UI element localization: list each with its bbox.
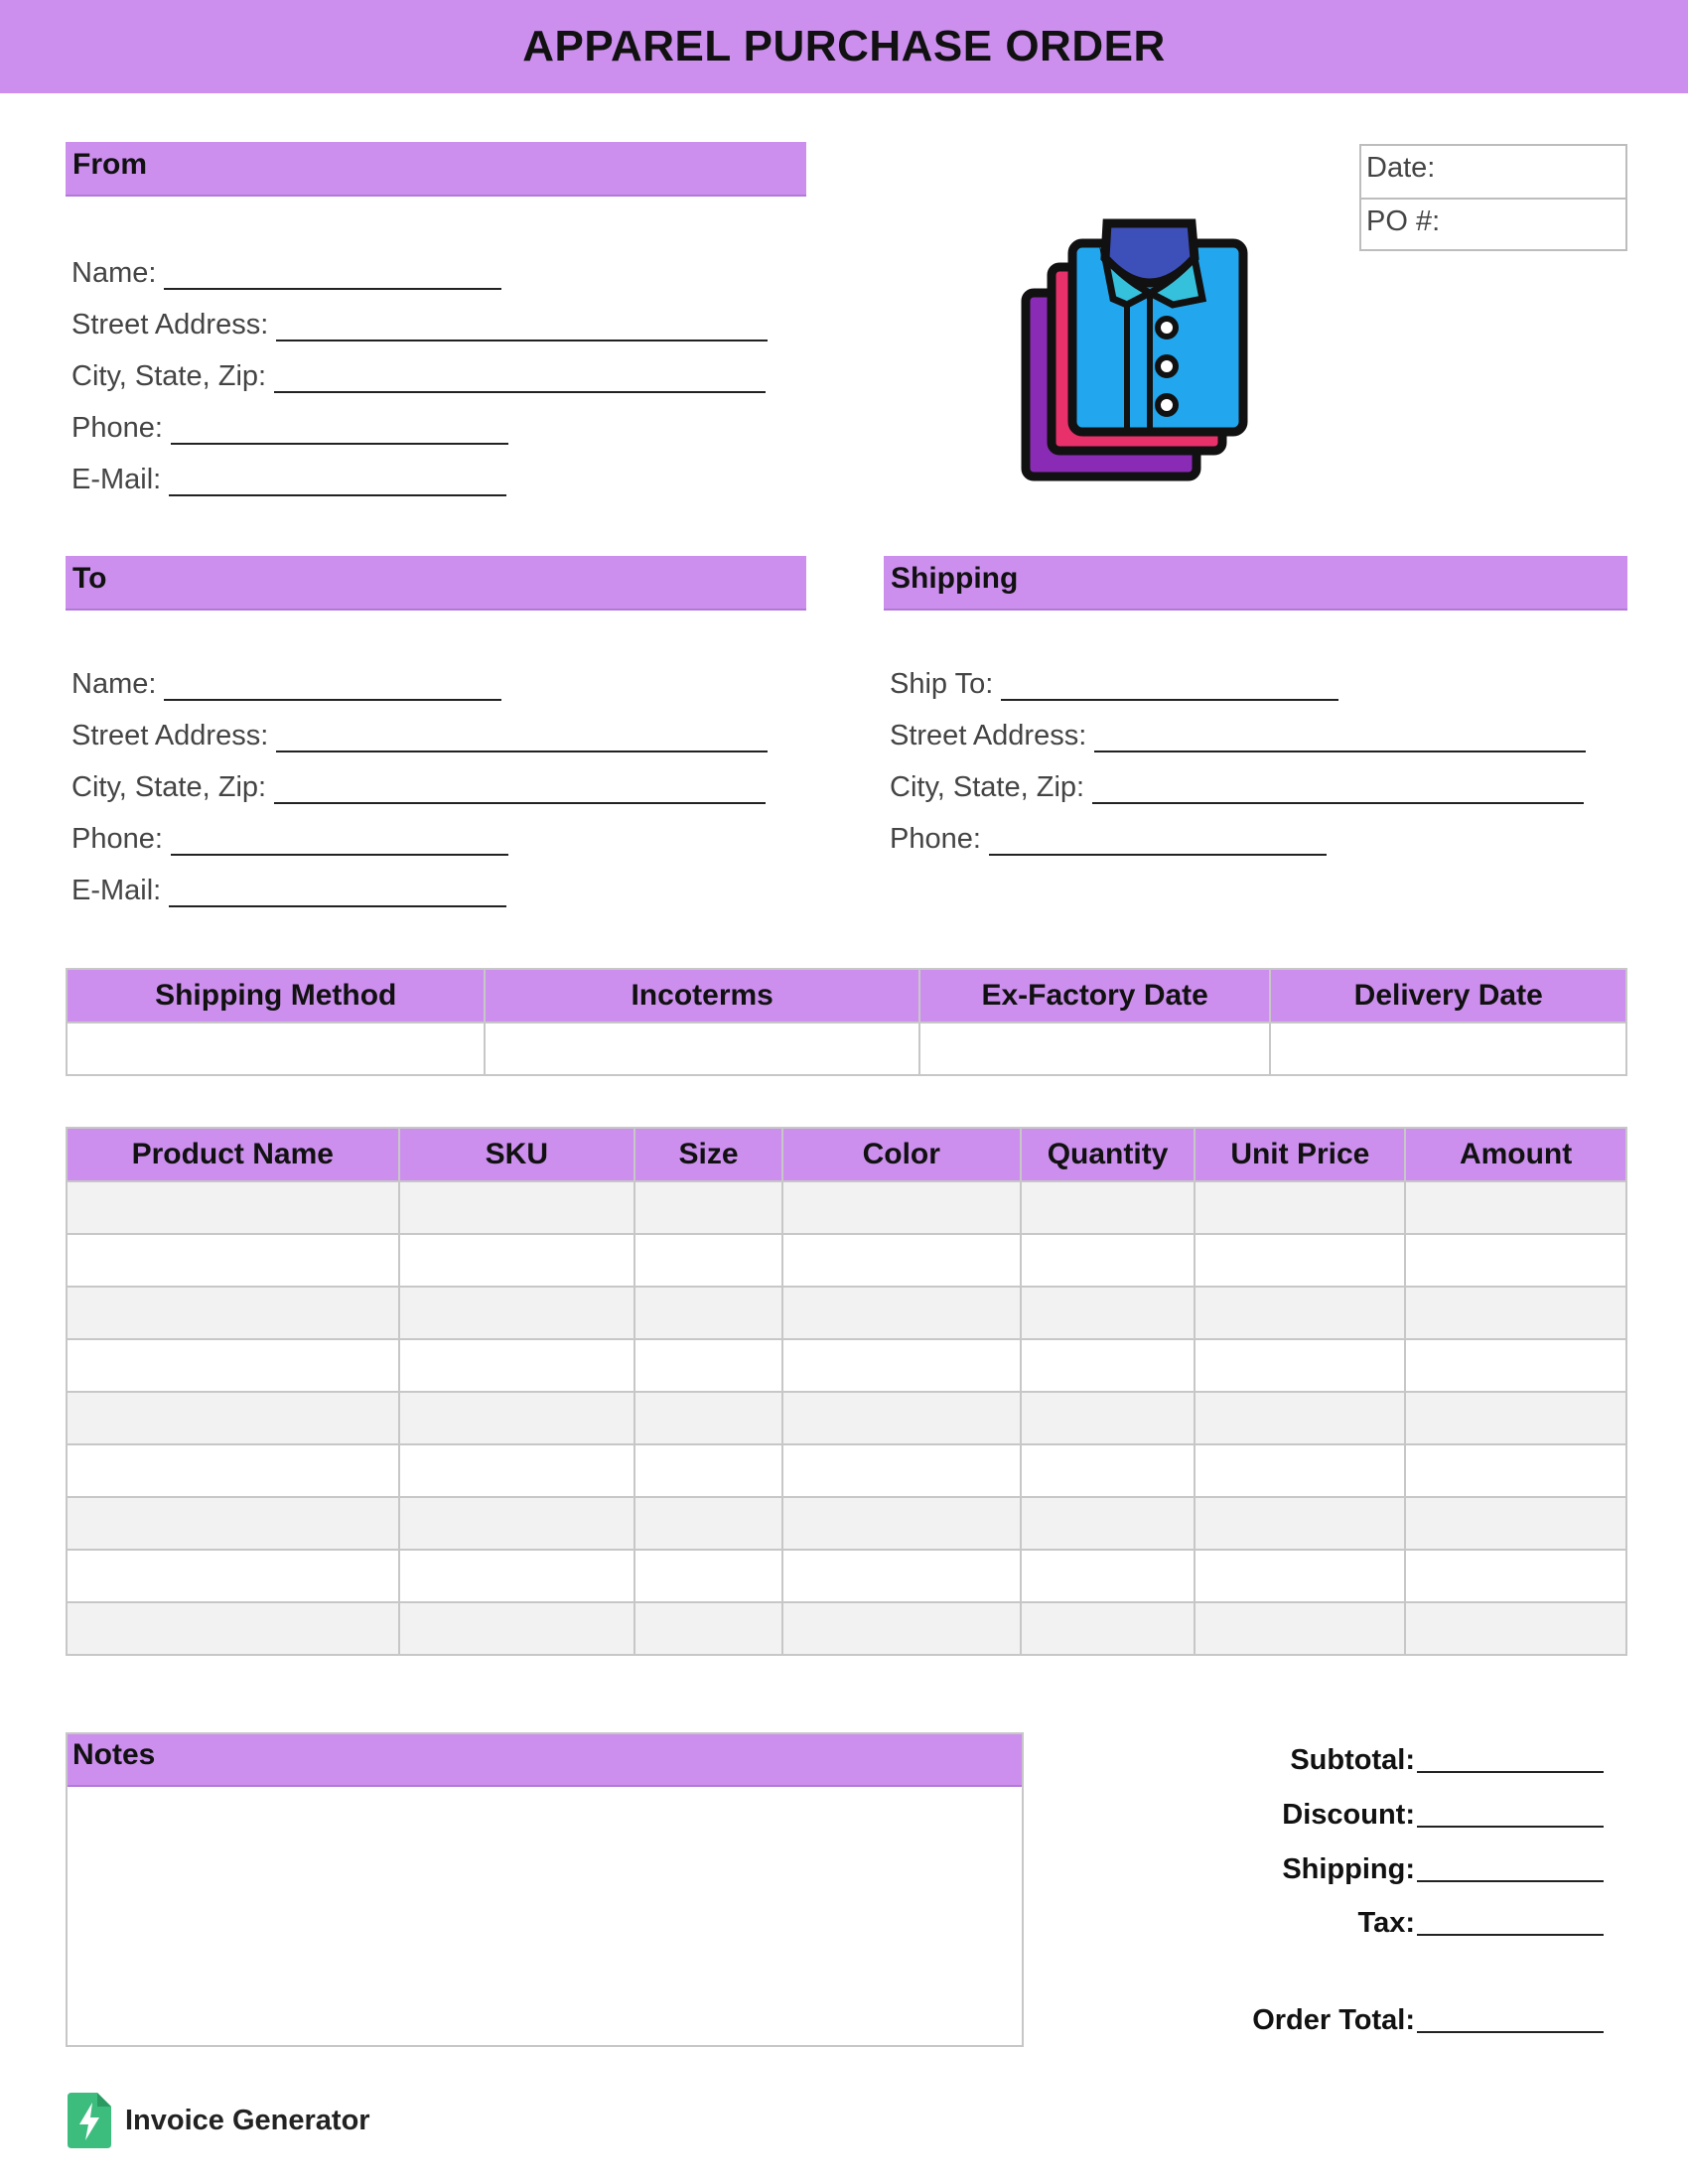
items-table-body	[67, 1181, 1626, 1655]
shipping-total-field[interactable]	[1142, 1846, 1604, 1886]
table-row	[67, 1497, 1626, 1550]
quantity-cell[interactable]	[1021, 1497, 1196, 1550]
color-cell[interactable]	[782, 1287, 1021, 1339]
shipping-total-label: Shipping:	[1282, 1853, 1415, 1885]
quantity-cell[interactable]	[1021, 1550, 1196, 1602]
product-name-header: Product Name	[67, 1128, 399, 1181]
amount-cell[interactable]	[1405, 1339, 1626, 1392]
from-phone-label: Phone:	[71, 412, 163, 444]
product-name-cell[interactable]	[67, 1392, 399, 1444]
to-phone-field[interactable]	[71, 816, 508, 856]
color-header: Color	[782, 1128, 1021, 1181]
size-cell[interactable]	[634, 1339, 782, 1392]
unit-price-cell[interactable]	[1195, 1339, 1405, 1392]
unit-price-cell[interactable]	[1195, 1392, 1405, 1444]
subtotal-field[interactable]	[1142, 1737, 1604, 1777]
to-heading-label: To	[72, 562, 107, 595]
from-email-field[interactable]	[71, 457, 506, 496]
product-name-cell[interactable]	[67, 1550, 399, 1602]
product-name-cell[interactable]	[67, 1234, 399, 1287]
date-label: Date:	[1366, 152, 1436, 184]
incoterms-cell[interactable]	[485, 1023, 918, 1075]
tax-field[interactable]	[1142, 1900, 1604, 1940]
table-row	[67, 1444, 1626, 1497]
from-street-label: Street Address:	[71, 309, 269, 341]
unit-price-cell[interactable]	[1195, 1497, 1405, 1550]
amount-cell[interactable]	[1405, 1444, 1626, 1497]
from-name-field[interactable]	[71, 250, 501, 290]
sku-cell[interactable]	[399, 1550, 635, 1602]
unit-price-cell[interactable]	[1195, 1181, 1405, 1234]
size-cell[interactable]	[634, 1287, 782, 1339]
amount-cell[interactable]	[1405, 1392, 1626, 1444]
color-cell[interactable]	[782, 1444, 1021, 1497]
color-cell[interactable]	[782, 1497, 1021, 1550]
document-title: APPAREL PURCHASE ORDER	[522, 22, 1166, 70]
quantity-header: Quantity	[1021, 1128, 1196, 1181]
color-cell[interactable]	[782, 1234, 1021, 1287]
amount-header: Amount	[1405, 1128, 1626, 1181]
sku-cell[interactable]	[399, 1287, 635, 1339]
ship-to-label: Ship To:	[890, 668, 994, 700]
brand-name: Invoice Generator	[125, 2104, 370, 2136]
quantity-cell[interactable]	[1021, 1287, 1196, 1339]
date-field[interactable]	[1361, 146, 1625, 198]
from-name-label: Name:	[71, 257, 157, 289]
shipping-method-cell[interactable]	[67, 1023, 485, 1075]
size-header: Size	[634, 1128, 782, 1181]
to-street-field[interactable]	[71, 713, 768, 752]
ship-street-field[interactable]	[890, 713, 1586, 752]
unit-price-cell[interactable]	[1195, 1234, 1405, 1287]
ship-to-field[interactable]	[890, 661, 1338, 701]
shirts-icon	[1018, 213, 1256, 496]
notes-heading-label: Notes	[72, 1738, 156, 1771]
size-cell[interactable]	[634, 1392, 782, 1444]
table-row	[67, 1550, 1626, 1602]
ship-street-label: Street Address:	[890, 720, 1087, 751]
po-label: PO #:	[1366, 205, 1441, 237]
from-city-field[interactable]	[71, 353, 766, 393]
table-row	[67, 1181, 1626, 1234]
table-row	[67, 1234, 1626, 1287]
product-name-cell[interactable]	[67, 1602, 399, 1655]
shipping-heading	[884, 556, 1627, 611]
brand-footer	[68, 2093, 370, 2148]
unit-price-header: Unit Price	[1195, 1128, 1405, 1181]
order-total-field[interactable]	[1142, 1997, 1604, 2037]
to-email-label: E-Mail:	[71, 875, 162, 906]
from-street-field[interactable]	[71, 302, 768, 341]
product-name-cell[interactable]	[67, 1287, 399, 1339]
amount-cell[interactable]	[1405, 1602, 1626, 1655]
po-field[interactable]	[1361, 198, 1625, 249]
lightning-file-icon	[68, 2093, 111, 2148]
sku-cell[interactable]	[399, 1234, 635, 1287]
sku-header: SKU	[399, 1128, 635, 1181]
quantity-cell[interactable]	[1021, 1234, 1196, 1287]
subtotal-label: Subtotal:	[1290, 1744, 1415, 1776]
sku-cell[interactable]	[399, 1392, 635, 1444]
amount-cell[interactable]	[1405, 1287, 1626, 1339]
ex-factory-date-cell[interactable]	[919, 1023, 1271, 1075]
discount-field[interactable]	[1142, 1792, 1604, 1832]
to-city-field[interactable]	[71, 764, 766, 804]
size-cell[interactable]	[634, 1234, 782, 1287]
tax-label: Tax:	[1357, 1907, 1415, 1939]
product-name-cell[interactable]	[67, 1339, 399, 1392]
unit-price-cell[interactable]	[1195, 1602, 1405, 1655]
order-total-label: Order Total:	[1252, 2004, 1415, 2036]
amount-cell[interactable]	[1405, 1497, 1626, 1550]
to-street-label: Street Address:	[71, 720, 269, 751]
quantity-cell[interactable]	[1021, 1339, 1196, 1392]
shipping-method-header: Shipping Method	[67, 969, 485, 1023]
from-city-label: City, State, Zip:	[71, 360, 267, 392]
title-bar	[0, 0, 1688, 93]
size-cell[interactable]	[634, 1497, 782, 1550]
unit-price-cell[interactable]	[1195, 1550, 1405, 1602]
product-name-cell[interactable]	[67, 1444, 399, 1497]
ship-city-field[interactable]	[890, 764, 1584, 804]
incoterms-header: Incoterms	[485, 969, 918, 1023]
to-name-field[interactable]	[71, 661, 501, 701]
unit-price-cell[interactable]	[1195, 1287, 1405, 1339]
from-email-label: E-Mail:	[71, 464, 162, 495]
table-row	[67, 1339, 1626, 1392]
ex-factory-date-header: Ex-Factory Date	[919, 969, 1271, 1023]
amount-cell[interactable]	[1405, 1234, 1626, 1287]
sku-cell[interactable]	[399, 1181, 635, 1234]
sku-cell[interactable]	[399, 1444, 635, 1497]
shipping-method-table	[66, 968, 1627, 1076]
to-phone-label: Phone:	[71, 823, 163, 855]
color-cell[interactable]	[782, 1602, 1021, 1655]
quantity-cell[interactable]	[1021, 1444, 1196, 1497]
unit-price-cell[interactable]	[1195, 1444, 1405, 1497]
color-cell[interactable]	[782, 1339, 1021, 1392]
from-phone-field[interactable]	[71, 405, 508, 445]
sku-cell[interactable]	[399, 1497, 635, 1550]
to-heading	[66, 556, 806, 611]
to-name-label: Name:	[71, 668, 157, 700]
quantity-cell[interactable]	[1021, 1181, 1196, 1234]
quantity-cell[interactable]	[1021, 1392, 1196, 1444]
discount-label: Discount:	[1282, 1799, 1415, 1831]
table-row	[67, 1287, 1626, 1339]
ship-phone-label: Phone:	[890, 823, 981, 855]
sku-cell[interactable]	[399, 1339, 635, 1392]
amount-cell[interactable]	[1405, 1181, 1626, 1234]
shipping-heading-label: Shipping	[891, 562, 1019, 595]
sku-cell[interactable]	[399, 1602, 635, 1655]
to-city-label: City, State, Zip:	[71, 771, 267, 803]
size-cell[interactable]	[634, 1602, 782, 1655]
from-heading	[66, 142, 806, 197]
table-row	[67, 1602, 1626, 1655]
amount-cell[interactable]	[1405, 1550, 1626, 1602]
table-row	[67, 1392, 1626, 1444]
size-cell[interactable]	[634, 1181, 782, 1234]
quantity-cell[interactable]	[1021, 1602, 1196, 1655]
delivery-date-cell[interactable]	[1270, 1023, 1626, 1075]
size-cell[interactable]	[634, 1550, 782, 1602]
color-cell[interactable]	[782, 1392, 1021, 1444]
items-table	[66, 1127, 1627, 1656]
product-name-cell[interactable]	[67, 1497, 399, 1550]
from-heading-label: From	[72, 148, 147, 181]
delivery-date-header: Delivery Date	[1270, 969, 1626, 1023]
date-po-box	[1359, 144, 1627, 251]
color-cell[interactable]	[782, 1550, 1021, 1602]
color-cell[interactable]	[782, 1181, 1021, 1234]
to-email-field[interactable]	[71, 868, 506, 907]
product-name-cell[interactable]	[67, 1181, 399, 1234]
size-cell[interactable]	[634, 1444, 782, 1497]
notes-box[interactable]	[66, 1732, 1024, 2047]
ship-city-label: City, State, Zip:	[890, 771, 1085, 803]
ship-phone-field[interactable]	[890, 816, 1327, 856]
